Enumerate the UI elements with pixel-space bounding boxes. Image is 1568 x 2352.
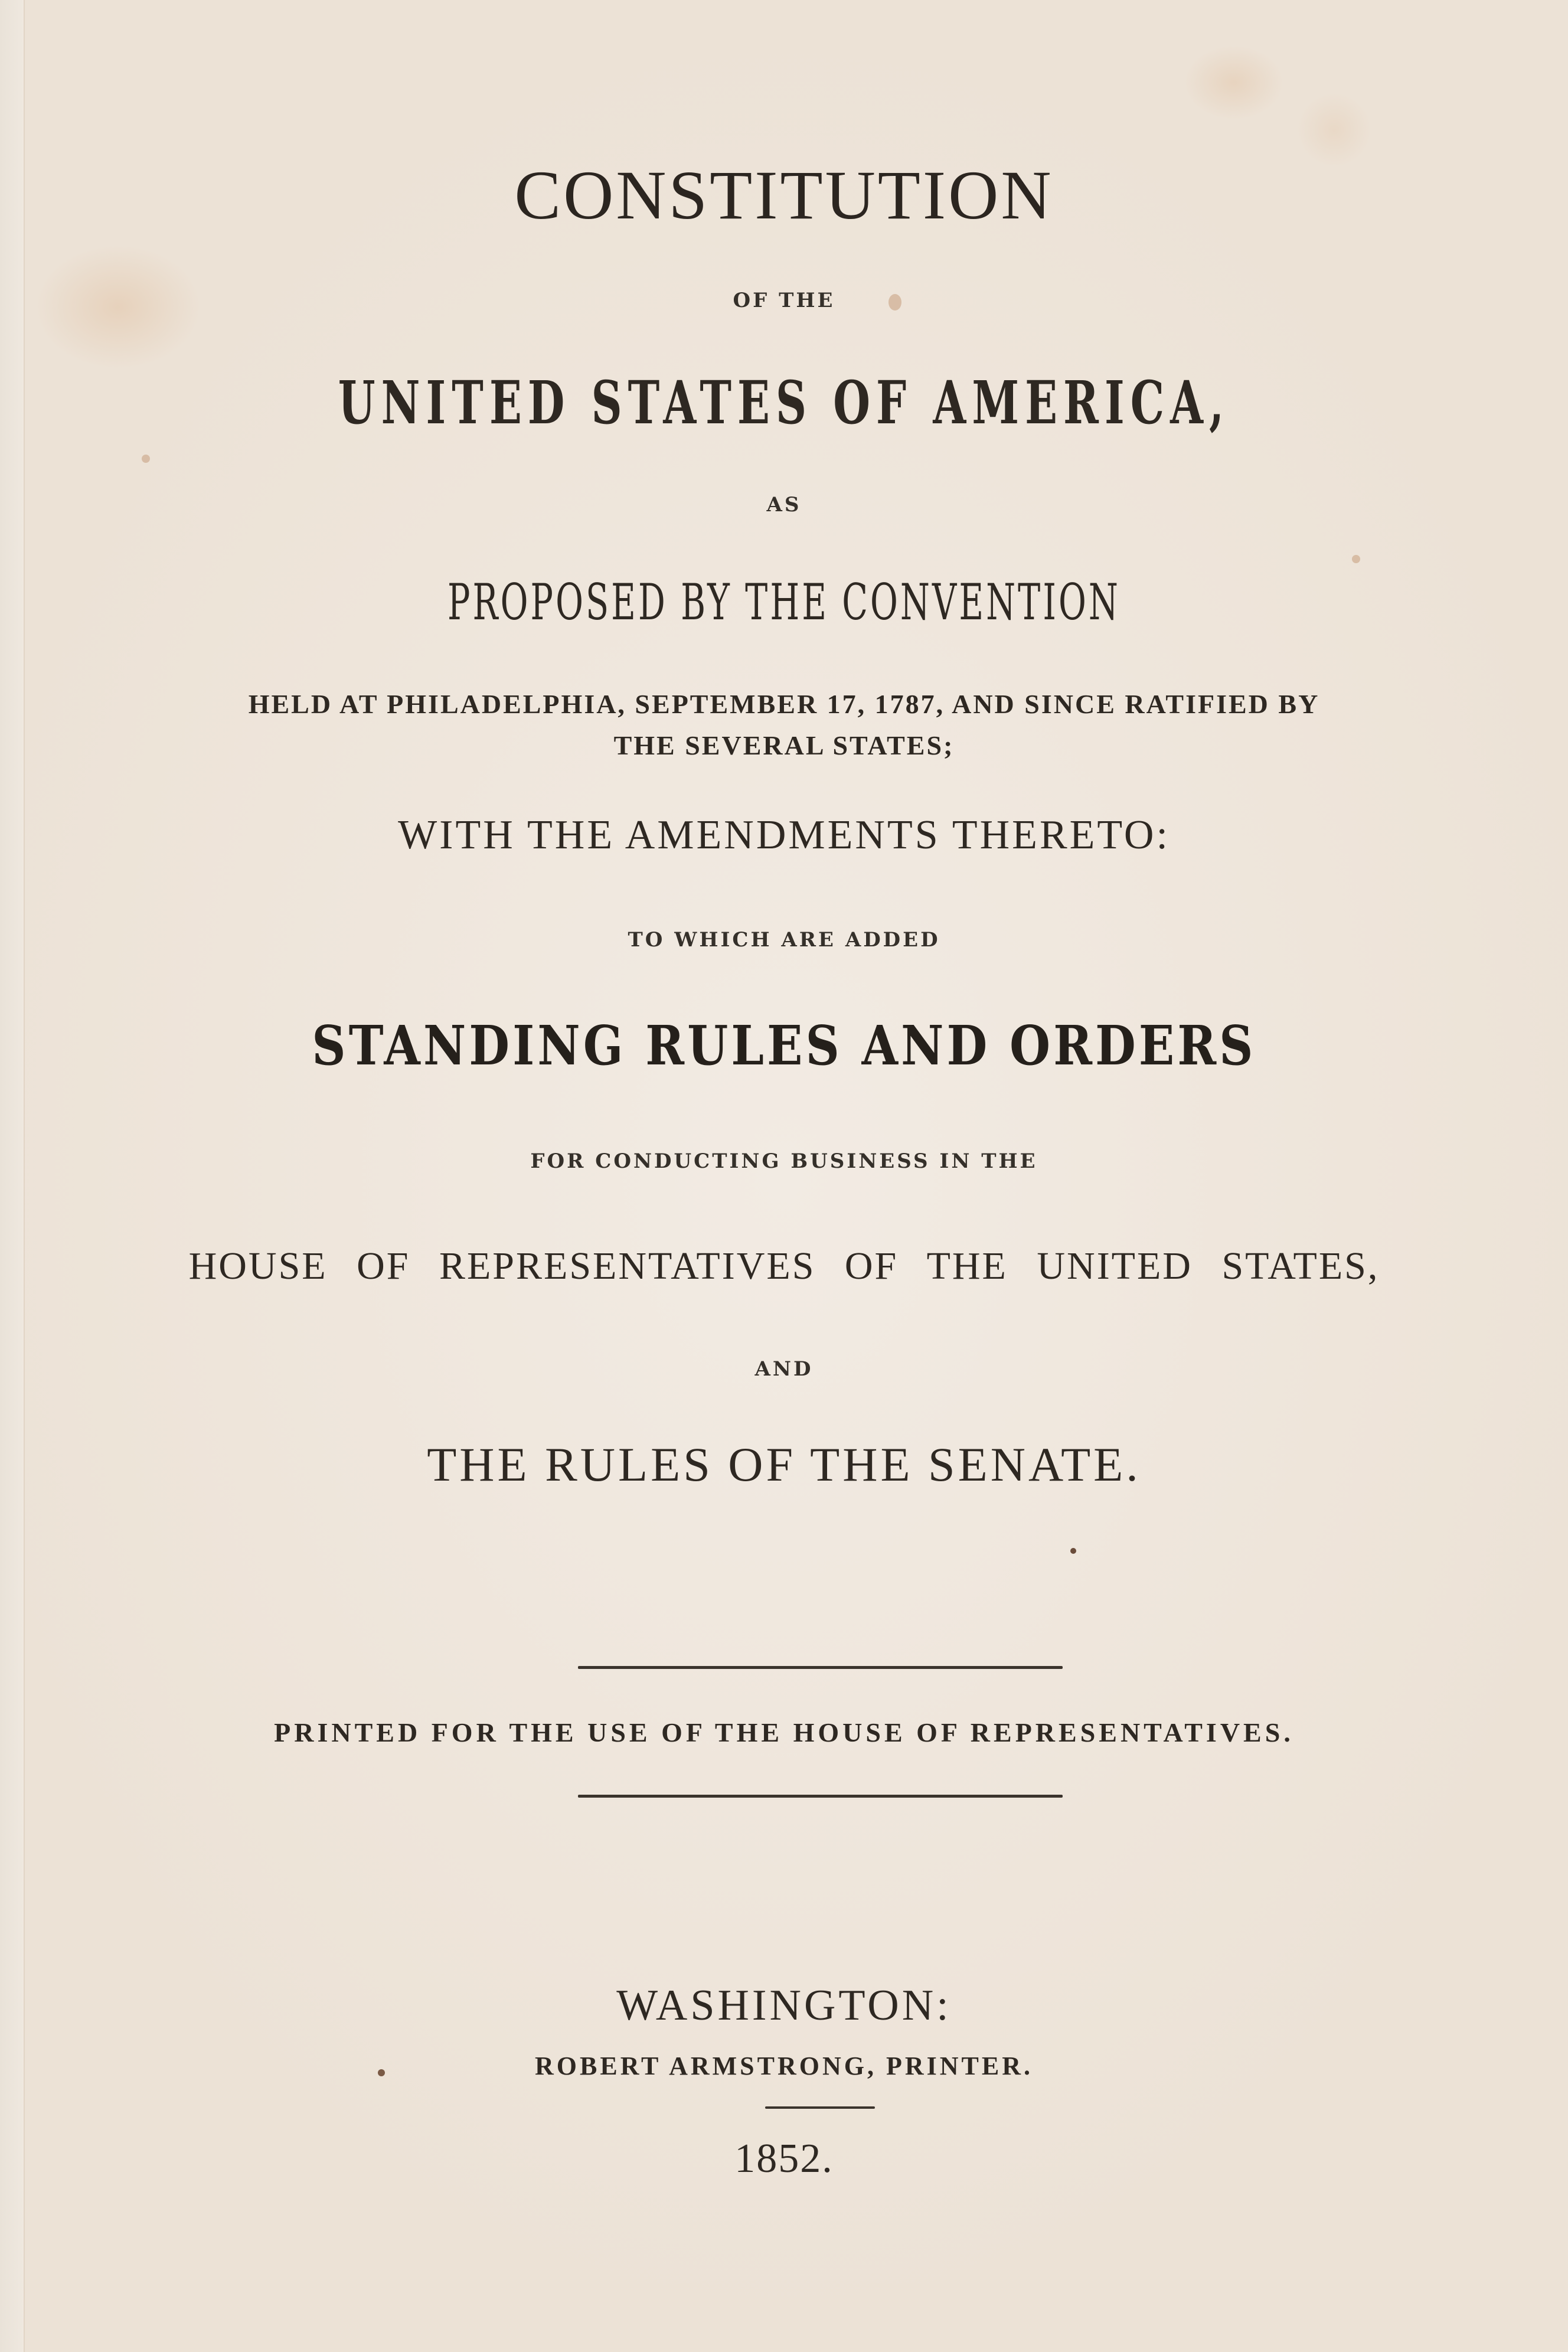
title-constitution: CONSTITUTION [514,156,1054,234]
rules-of-senate: THE RULES OF THE SENATE. [427,1438,1141,1491]
to-which-added: TO WHICH ARE ADDED [628,928,940,952]
subtitle-as: AS [766,493,802,517]
subtitle-and: AND [754,1357,814,1381]
standing-rules-heading: STANDING RULES AND ORDERS [312,1014,1256,1077]
proposed-by-convention: PROPOSED BY THE CONVENTION [447,573,1121,631]
foxing-spot [1070,1548,1076,1554]
for-conducting-business: FOR CONDUCTING BUSINESS IN THE [530,1149,1038,1173]
short-rule [765,2106,875,2109]
house-of-representatives: HOUSE OF REPRESENTATIVES OF THE UNITED STATES, [188,1244,1380,1288]
imprint-place: WASHINGTON: [616,1981,952,2030]
divider-rule [578,1666,1063,1669]
subtitle-of-the: OF THE [733,289,835,312]
several-states: THE SEVERAL STATES; [613,730,955,760]
foxing-spot [142,455,150,463]
with-amendments: WITH THE AMENDMENTS THERETO: [398,812,1170,858]
divider-rule [578,1795,1063,1798]
foxing-spot [1352,555,1360,563]
printed-for-house: PRINTED FOR THE USE OF THE HOUSE OF REPRESENTATIVES. [274,1717,1294,1747]
country-name: UNITED STATES OF AMERICA, [338,368,1230,437]
held-at-philadelphia: HELD AT PHILADELPHIA, SEPTEMBER 17, 1787, AND SINCE RATIFIED BY [248,689,1320,719]
imprint-printer: ROBERT ARMSTRONG, PRINTER. [535,2052,1033,2080]
imprint-year: 1852. [734,2136,834,2181]
